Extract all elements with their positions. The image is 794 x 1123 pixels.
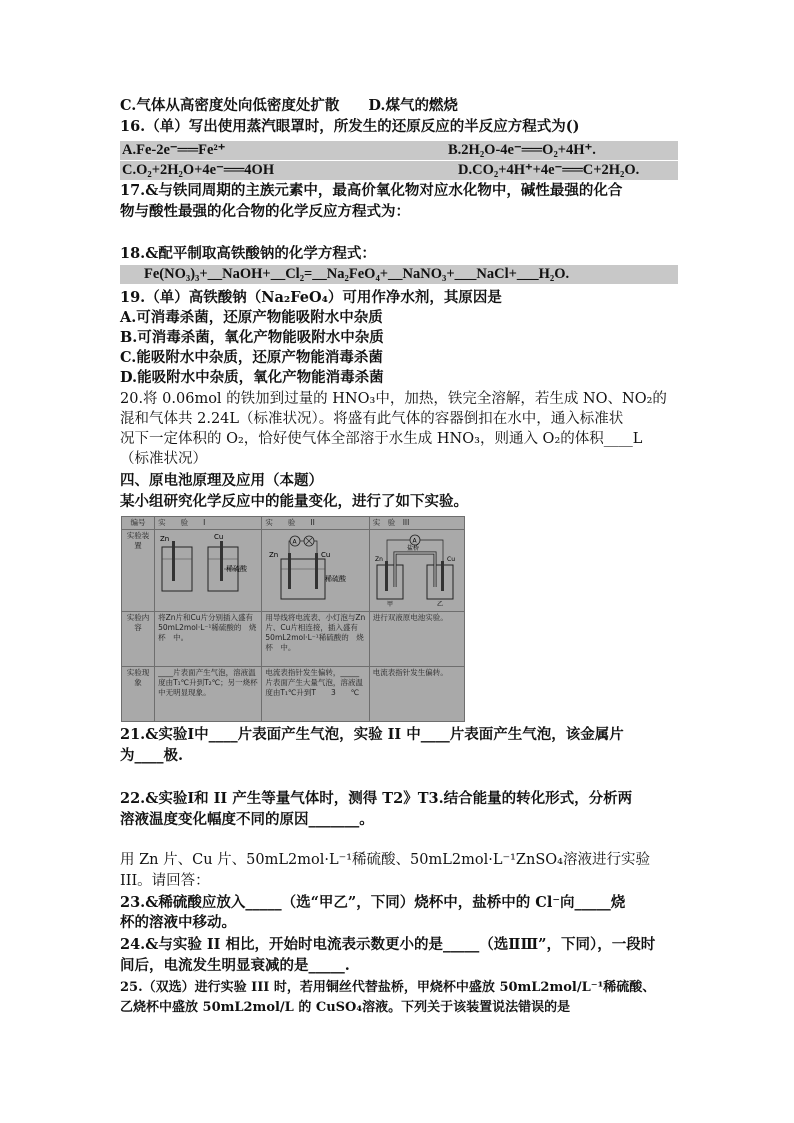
apparatus-2-ammeter-label: A: [292, 538, 298, 546]
content-exp3: 进行双液原电池实验。: [369, 612, 464, 667]
q16-option-b[interactable]: B.2H₂O-4e⁻══O₂+4H⁺.: [448, 142, 596, 158]
section4-title: 四、原电池原理及应用（本题）: [120, 472, 323, 489]
q15-options: C.气体从高密度处向低密度处扩散 D.煤气的燃烧: [120, 97, 458, 114]
phenomenon-exp1: ____片表面产生气泡，溶液温度由T₁℃升到T₂℃；另一烧杯中无明显现象。: [155, 667, 262, 722]
q25-line1: 25.（双选）进行实验 III 时，若用铜丝代替盐桥，甲烧杯中盛放 50mL2mol/L⁻¹稀硫酸、: [120, 980, 656, 995]
q24-line2: 间后，电流发生明显衰减的是_____.: [120, 957, 350, 974]
q17-line1: 17.&与铁同周期的主族元素中，最高价氧化物对应水化物中，碱性最强的化合: [120, 182, 623, 199]
content-exp1: 将Zn片和Cu片分别插入盛有50mL2mol·L⁻¹稀硫酸的 烧 杯 中。: [155, 612, 262, 667]
q23-line1: 23.&稀硫酸应放入_____（选“甲乙”，下同）烧杯中，盐桥中的 Cl⁻向_____烧: [120, 894, 626, 911]
q16-stem: 16.（单）写出使用蒸汽眼罩时，所发生的还原反应的半反应方程式为(): [120, 118, 580, 135]
apparatus-2-zn-label: Zn: [269, 551, 279, 559]
q16-option-d[interactable]: D.CO₂+4H⁺+4e⁻══C+2H₂O.: [458, 162, 640, 178]
q24-line1: 24.&与实验 II 相比，开始时电流表示数更小的是_____（选ⅡⅢ”，下同），一段时: [120, 936, 656, 953]
apparatus-3-jia-label: 甲: [386, 601, 393, 607]
q19-option-b[interactable]: B.可消毒杀菌，氧化产物能吸附水中杂质: [120, 329, 384, 346]
apparatus-2-cu-label: Cu: [321, 551, 331, 559]
q20-line3: 况下一定体积的 O₂，恰好使气体全部溶于水生成 HNO₃，则通入 O₂的体积____L: [120, 431, 643, 447]
apparatus-1-cu-label: Cu: [214, 533, 224, 541]
q19-option-d[interactable]: D.能吸附水中杂质，氧化产物能消毒杀菌: [120, 369, 384, 386]
apparatus-2: [262, 530, 369, 612]
q19-option-a[interactable]: A.可消毒杀菌，还原产物能吸附水中杂质: [120, 309, 383, 326]
q19-option-c[interactable]: C.能吸附水中杂质，还原产物能消毒杀菌: [120, 349, 383, 366]
intro3-line1: 用 Zn 片、Cu 片、50mL2mol·L⁻¹稀硫酸、50mL2mol·L⁻¹ZnSO₄溶液进行实验: [120, 852, 650, 868]
q25-line2: 乙烧杯中盛放 50mL2mol/L 的 CuSO₄溶液。下列关于该装置说法错误的是: [120, 1000, 571, 1015]
apparatus-1-zn-label: Zn: [160, 535, 170, 543]
experiment-table: [121, 516, 465, 722]
table-header-exp3: 实 验 ⅠⅠⅠ: [369, 517, 464, 530]
apparatus-1-acid-label: 稀硫酸: [226, 565, 248, 573]
apparatus-3-zn-label: Zn: [374, 556, 383, 563]
q20-line1: 20.将 0.06mol 的铁加到过量的 HNO₃中，加热，铁完全溶解，若生成 NO、NO₂的: [120, 391, 667, 407]
apparatus-2-acid-label: 稀硫酸: [325, 575, 347, 583]
apparatus-3-saltbridge-label: 盐桥: [406, 545, 419, 552]
q16-options-cd: [120, 161, 678, 180]
q22-line1: 22.&实验Ⅰ和 II 产生等量气体时，测得 T2》T3.结合能量的转化形式，分析两: [120, 790, 633, 807]
q21-line1: 21.&实验Ⅰ中____片表面产生气泡，实验 II 中____片表面产生气泡，该金属片: [120, 726, 624, 743]
q19-stem: 19.（单）高铁酸钠（Na₂FeO₄）可用作净水剂，其原因是: [120, 289, 502, 306]
q20-line2: 混和气体共 2.24L（标准状况）。将盛有此气体的容器倒扣在水中，通入标准状: [120, 411, 624, 427]
table-header-exp2: 实 验 ⅠⅠ: [262, 517, 369, 530]
content-exp2: 用导线将电流表、小灯泡与Zn片、Cu片相连接，插入盛有50mL2mol·L⁻¹稀硫酸的 烧 杯 中。: [262, 612, 369, 667]
row-label-content: 实验内容: [122, 612, 155, 667]
apparatus-3-diagram: [373, 531, 457, 607]
q18-stem: 18.&配平制取高铁酸钠的化学方程式：: [120, 245, 376, 262]
table-header-number: 编号: [122, 517, 155, 530]
q20-line4: （标准状况）: [120, 451, 207, 467]
row-label-phenomenon: 实验现象: [122, 667, 155, 722]
apparatus-2-diagram: [265, 531, 359, 607]
apparatus-1-diagram: [158, 531, 252, 607]
apparatus-3-yi-label: 乙: [436, 601, 443, 607]
q22-line2: 溶液温度变化幅度不同的原因_______。: [120, 811, 374, 828]
table-header-exp1: 实 验 Ⅰ: [155, 517, 262, 530]
row-label-apparatus: 实验装置: [122, 530, 155, 612]
q18-equation: Fe(NO₃)₃+__NaOH+__Cl₂=__Na₂FeO₄+__NaNO₃+___NaCl+___H₂O.: [120, 265, 678, 284]
section4-intro: 某小组研究化学反应中的能量变化，进行了如下实验。: [120, 493, 468, 510]
phenomenon-exp3: 电流表指针发生偏转。: [369, 667, 464, 722]
q16-option-c[interactable]: C.O₂+2H₂O+4e⁻══4OH: [122, 162, 275, 178]
apparatus-3: [369, 530, 464, 612]
q23-line2: 杯的溶液中移动。: [120, 914, 236, 931]
apparatus-3-cu-label: Cu: [446, 556, 455, 563]
q21-line2: 为____极.: [120, 747, 184, 764]
intro3-line2: III。请回答：: [120, 873, 210, 889]
phenomenon-exp2: 电流表指针发生偏转，_____片表面产生大量气泡，溶液温度由T₁℃升到T 3 ℃: [262, 667, 369, 722]
q16-option-a[interactable]: A.Fe-2e⁻══Fe²⁺: [122, 142, 226, 158]
q16-options-ab: [120, 141, 678, 160]
q17-line2: 物与酸性最强的化合物的化学反应方程式为：: [120, 203, 410, 220]
apparatus-1: [155, 530, 262, 612]
apparatus-3-ammeter-label: A: [412, 537, 417, 545]
